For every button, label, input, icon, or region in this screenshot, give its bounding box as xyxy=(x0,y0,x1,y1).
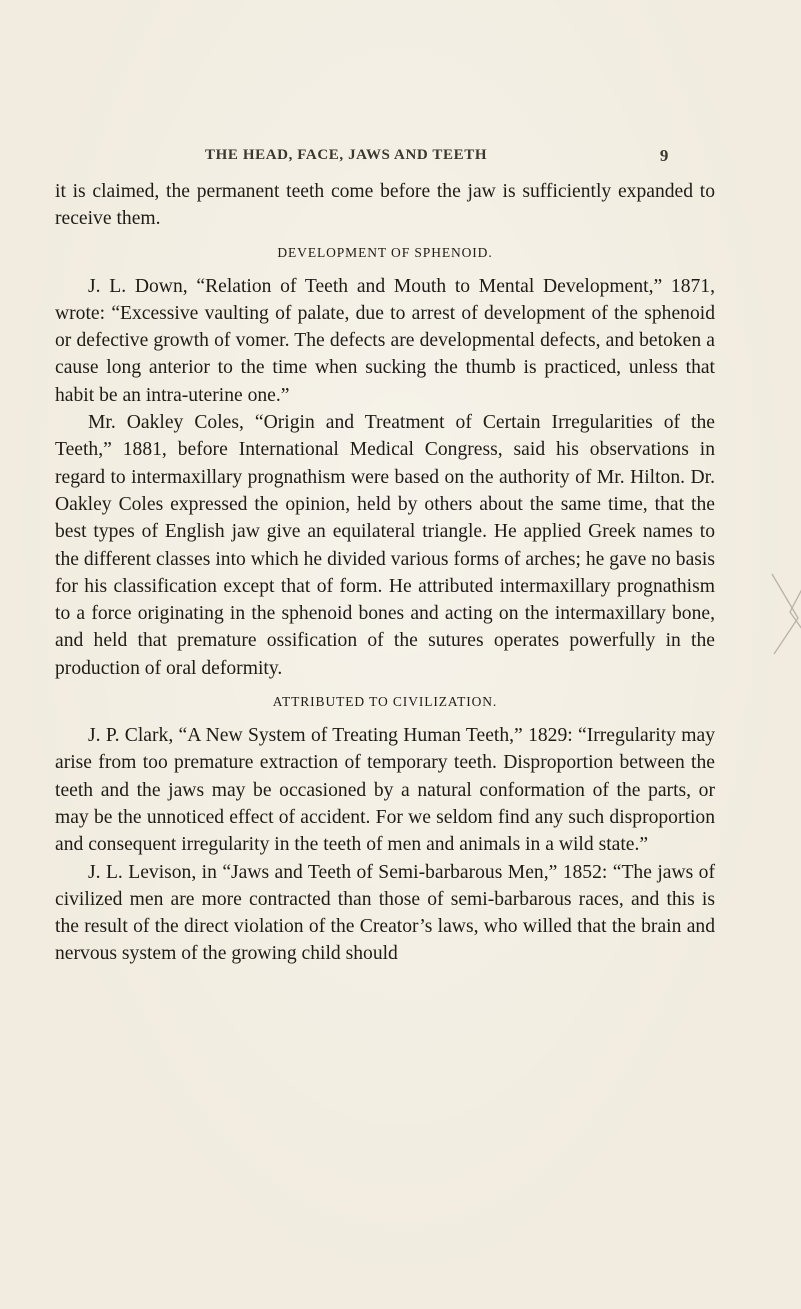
body-text xyxy=(55,178,715,968)
section-heading-civilization: ATTRIBUTED TO CIVILIZATION. xyxy=(272,694,498,710)
running-header xyxy=(205,146,669,165)
page-number: 9 xyxy=(659,146,669,165)
running-title: THE HEAD, FACE, JAWS AND TEETH xyxy=(205,147,488,163)
paragraph-coles: Mr. Oakley Coles, “Origin and Treatment of Certain Irregularities of the Teeth,” 1881, before International Medical Congress, said his observations in regard to intermaxillary prognathism were based on the authority of Mr. Hilton. Dr. Oakley Coles expressed the opinion, held by others about the same time, that the best types of English jaw give an equilateral triangle. He applied Greek names to the different classes into which he divided various forms of arches; he gave no basis for his classification except that of form. He attributed intermaxillary prognathism to a force originating in the sphenoid bones and acting on the intermaxillary bone, and held that premature ossification of the sutures operates powerfully in the production of oral deformity. xyxy=(55,412,715,679)
paragraph-continued: it is claimed, the permanent teeth come before the jaw is sufficiently expanded to receive them. xyxy=(55,181,715,230)
paragraph-levison: J. L. Levison, in “Jaws and Teeth of Semi-barbarous Men,” 1852: “The jaws of civilized men are more contracted than those of semi-barbarous races, and this is the result of the direct violation of the Creator’s laws, who willed that the brain and nervous system of the growing child should xyxy=(55,861,715,965)
section-heading-sphenoid: DEVELOPMENT OF SPHENOID. xyxy=(277,244,493,260)
margin-cross-mark xyxy=(768,566,801,656)
paragraph-down: J. L. Down, “Relation of Teeth and Mouth to Mental Development,” 1871, wrote: “Excessive vaulting of palate, due to arrest of development of the sphenoid or defective growth of vomer. The defects are developmental defects, and betoken a cause long anterior to the time when sucking the thumb is practiced, unless that habit be an intra-uterine one.” xyxy=(55,275,715,406)
paragraph-clark: J. P. Clark, “A New System of Treating Human Teeth,” 1829: “Irregularity may arise from too premature extraction of temporary teeth. Disproportion between the teeth and the jaws may be occasioned by a natural conformation of the parts, or may be the unnoticed effect of accident. For we seldom find any such disproportion and consequent irregularity in the teeth of men and animals in a wild state.” xyxy=(55,725,715,856)
